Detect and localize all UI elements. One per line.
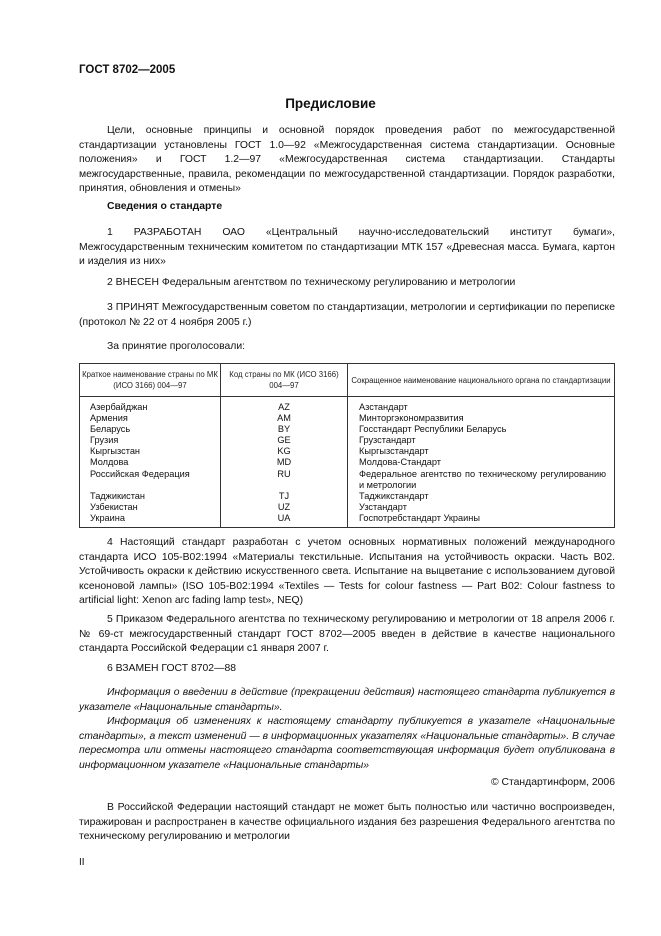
table-row [80,502,615,513]
vote-label: За принятие проголосовали: [107,341,246,352]
section-heading: Сведения о стандарте [107,201,223,212]
item-4-paragraph: 4 Настоящий стандарт разработан с учетом основных нормативных положений международного стандарта ИСО 105-B02:1994 «Материалы текстильные. Испытания на устойчивость окраски. Часть B02. Устойчивость окраски к действию искусственного света. Испытание на выцветание с использованием дуговой ксеноновой лампы» (ISO 105-B02:1994 «Textiles — Tests for colour fastness — Part B02: Colour fastness to artificial light: Xenon arc fading lamp test», NEQ) [79,537,615,606]
country-cell: Кыргызстан [80,446,221,457]
page-number: II [79,857,85,868]
code-cell: UZ [221,502,348,513]
document-code-header: ГОСТ 8702—2005 [79,64,176,76]
table-row [80,446,615,457]
table-row [80,491,615,502]
code-cell: BY [221,424,348,435]
code-cell: GE [221,435,348,446]
column-header-national-body: Сокращенное наименование национального органа по стандартизации [348,364,615,397]
national-body-cell: Кыргызстандарт [348,446,615,457]
column-header-code: Код страны по МК (ИСО 3166) 004—97 [221,364,348,397]
table-header-row [80,364,615,397]
voting-countries-table [79,363,615,528]
code-cell: UA [221,513,348,528]
table-row [80,424,615,435]
country-cell: Таджикистан [80,491,221,502]
country-cell: Украина [80,513,221,528]
intro-paragraph: Цели, основные принципы и основной порядок проведения работ по межгосударственной стандартизации установлены ГОСТ 1.0—92 «Межгосударственная система стандартизации. Основные положения» и ГОСТ 1.2—97 «Межгосударственная система стандартизации. Стандарты межгосударственные, правила, рекомендации по межгосударственной стандартизации. Порядок разработки, принятия, обновления и отмены» [79,125,615,194]
page-title: Предисловие [285,96,376,111]
national-body-cell: Азстандарт [348,397,615,414]
national-body-cell: Грузстандарт [348,435,615,446]
code-cell: KG [221,446,348,457]
national-body-cell: Минторгэкономразвития [348,413,615,424]
country-cell: Азербайджан [80,397,221,414]
item-2-paragraph: 2 ВНЕСЕН Федеральным агентством по техническому регулированию и метрологии [107,277,516,288]
national-body-cell: Узстандарт [348,502,615,513]
code-cell: AM [221,413,348,424]
item-1-paragraph: 1 РАЗРАБОТАН ОАО «Центральный научно-исследовательский институт бумаги», Межгосударственным техническим комитетом по стандартизации МТК 157 «Древесная масса. Бумага, картон и изделия из них» [79,227,615,267]
national-body-cell: Федеральное агентство по техническому регулированию и метрологии [348,469,615,491]
info-changes-paragraph: Информация об изменениях к настоящему стандарту публикуется в указателе «Национальные стандарты», а текст изменений — в информационных указателях «Национальные стандарты». В случае пересмотра или отмены настоящего стандарта соответствующая информация будет опубликована в информационном указателе «Национальные стандарты» [79,716,615,771]
item-6-paragraph: 6 ВЗАМЕН ГОСТ 8702—88 [107,663,237,674]
table-row [80,469,615,491]
code-cell: MD [221,457,348,468]
copyright-line: © Стандартинформ, 2006 [490,777,615,788]
national-body-cell: Госпотребстандарт Украины [348,513,615,528]
table-row [80,413,615,424]
country-cell: Молдова [80,457,221,468]
info-publication-paragraph: Информация о введении в действие (прекращении действия) настоящего стандарта публикуется в указателе «Национальные стандарты». [79,687,615,713]
code-cell: RU [221,469,348,491]
column-header-country: Краткое наименование страны по МК (ИСО 3166) 004—97 [80,364,221,397]
country-cell: Узбекистан [80,502,221,513]
national-body-cell: Молдова-Стандарт [348,457,615,468]
country-cell: Армения [80,413,221,424]
table-row [80,397,615,414]
reproduction-notice: В Российской Федерации настоящий стандарт не может быть полностью или частично воспроизведен, тиражирован и распространен в качестве официального издания без разрешения Федерального агентства по техническому регулированию и метрологии [79,802,615,842]
table-row [80,457,615,468]
code-cell: AZ [221,397,348,414]
country-cell: Беларусь [80,424,221,435]
national-body-cell: Таджикстандарт [348,491,615,502]
item-5-paragraph: 5 Приказом Федерального агентства по техническому регулированию и метрологии от 18 апреля 2006 г. № 69-ст межгосударственный стандарт ГОСТ 8702—2005 введен в действие в качестве национального стандарта Российской Федерации с1 января 2007 г. [79,614,615,654]
national-body-cell: Госстандарт Республики Беларусь [348,424,615,435]
table-row [80,435,615,446]
country-cell: Грузия [80,435,221,446]
country-cell: Российская Федерация [80,469,221,491]
table-row [80,513,615,528]
item-3-paragraph: 3 ПРИНЯТ Межгосударственным советом по стандартизации, метрологии и сертификации по переписке (протокол № 22 от 4 ноября 2005 г.) [79,302,615,328]
code-cell: TJ [221,491,348,502]
